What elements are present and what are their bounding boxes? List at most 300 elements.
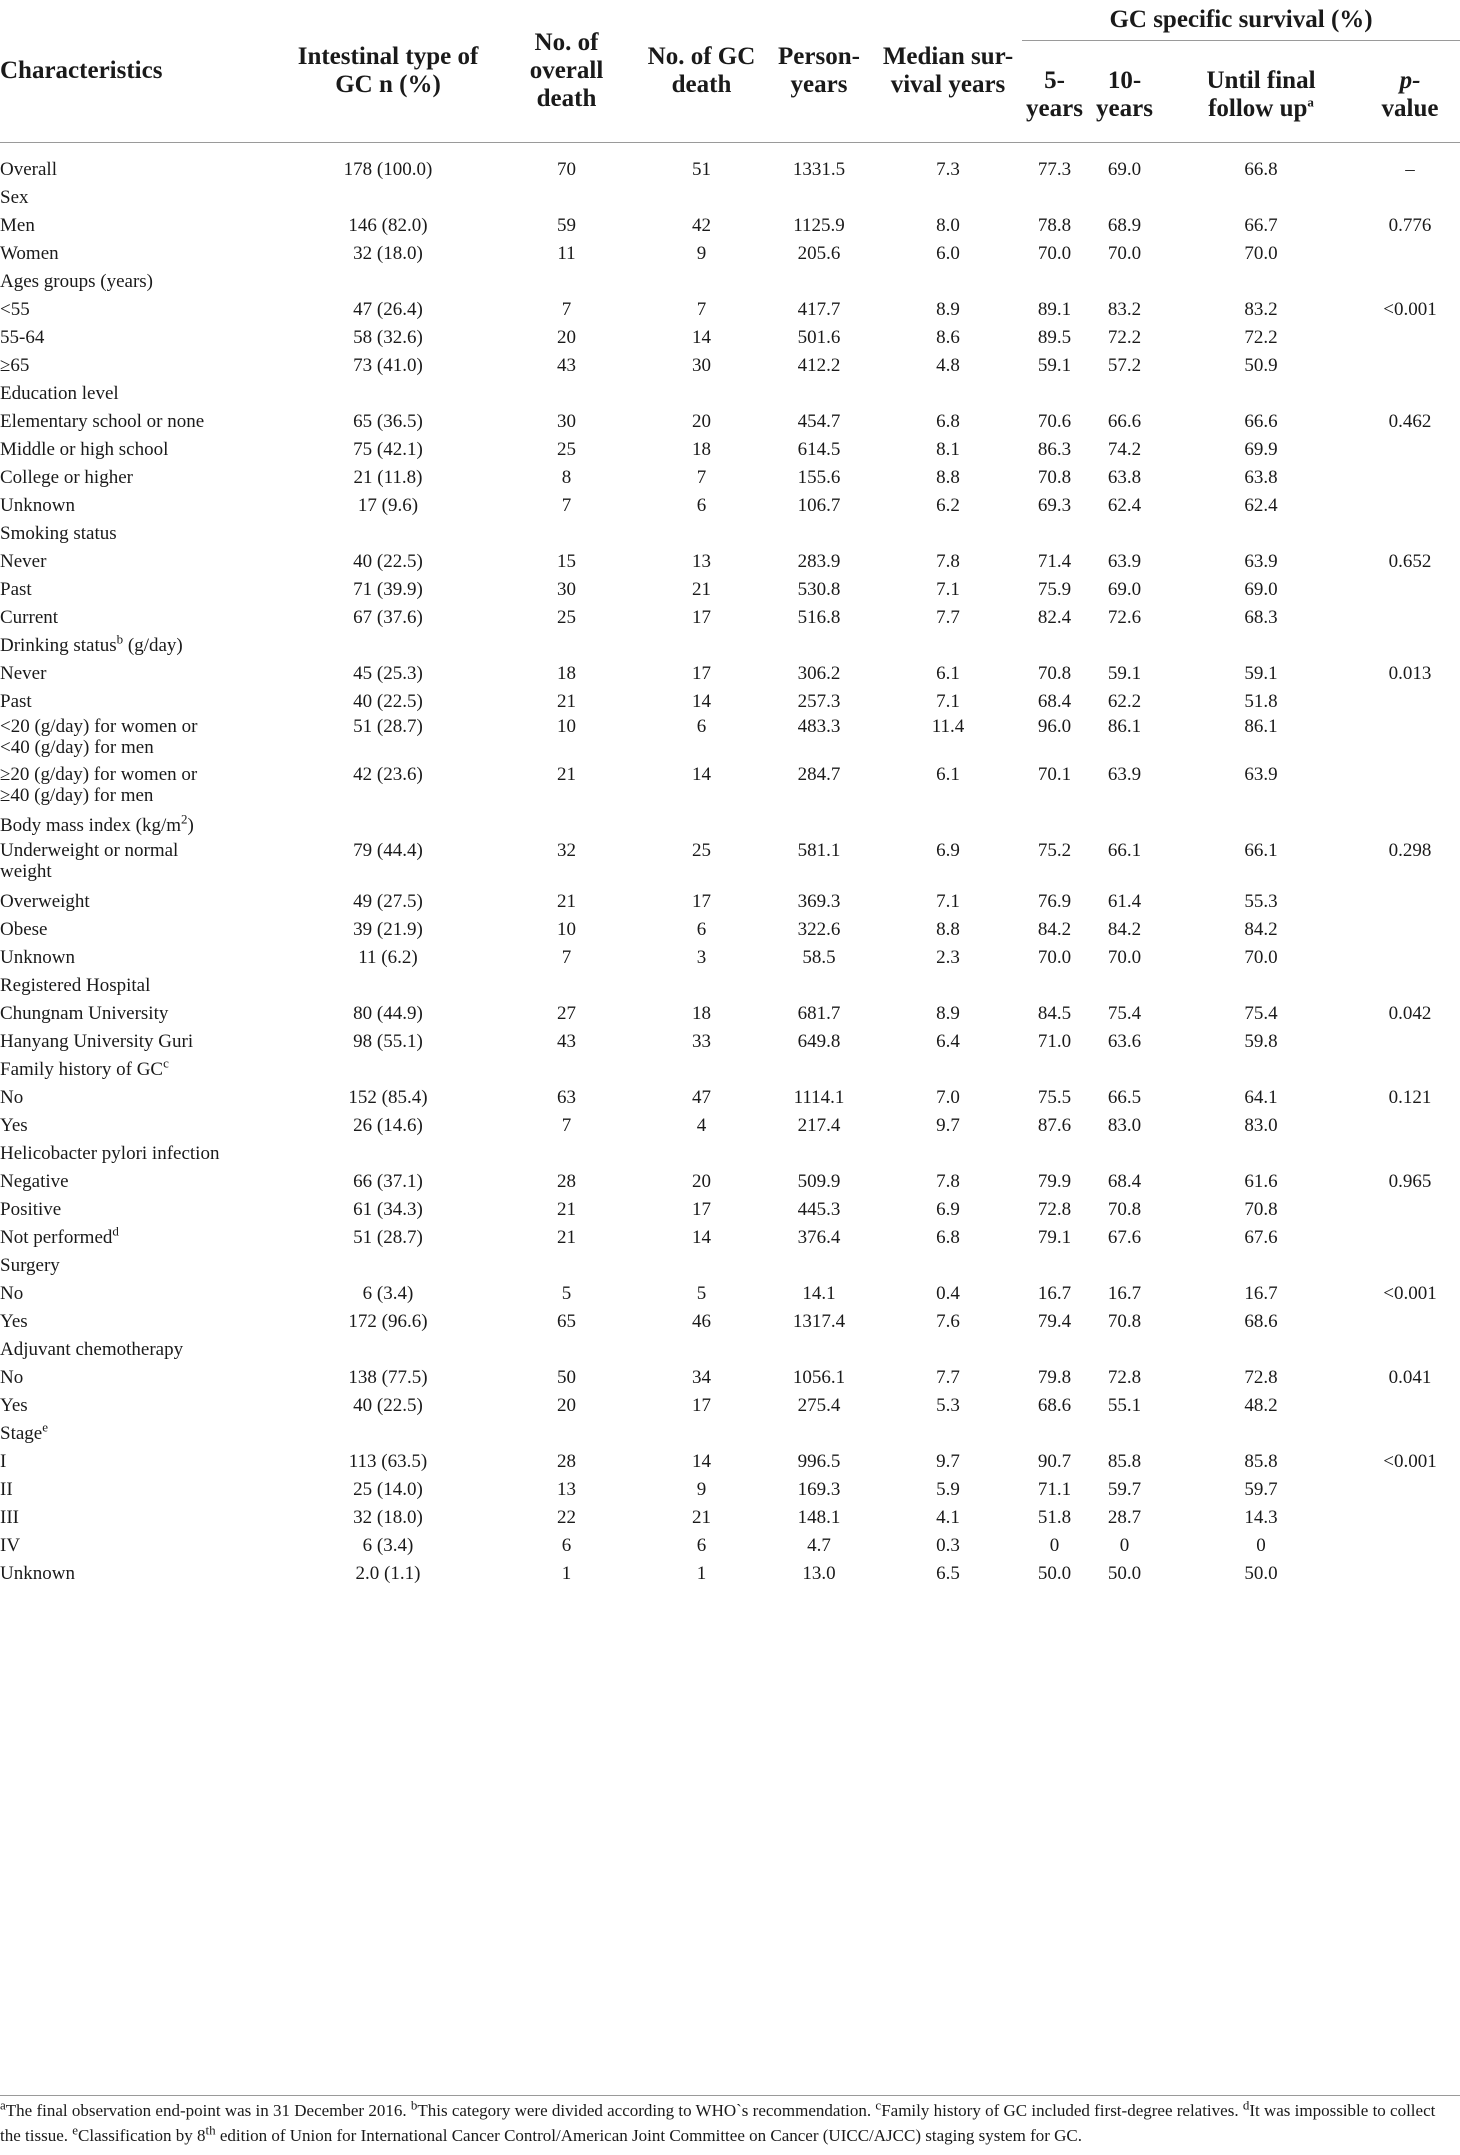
cell-median-survival: 6.8	[936, 410, 960, 432]
cell-n-percent: 40 (22.5)	[353, 1394, 423, 1416]
table-row	[0, 660, 1460, 688]
cell-person-years: 322.6	[797, 918, 841, 940]
cell-person-years: 417.7	[797, 298, 841, 320]
cell-gc-death: 17	[692, 1198, 711, 1220]
cell-5-years: 70.8	[1037, 466, 1072, 488]
cell-median-survival: 8.1	[936, 438, 960, 460]
cell-until-final: 66.1	[1244, 839, 1278, 861]
cell-median-survival: 4.1	[936, 1506, 960, 1528]
cell-n-percent: 11 (6.2)	[358, 946, 418, 968]
cell-until-final: 62.4	[1244, 494, 1278, 516]
cell-until-final: 69.0	[1244, 578, 1278, 600]
cell-person-years: 1125.9	[793, 214, 845, 236]
row-label: Positive	[0, 1198, 62, 1220]
cell-median-survival: 8.0	[936, 214, 960, 236]
col-gc-specific-survival: GC specific survival (%)	[1022, 0, 1460, 41]
cell-until-final: 16.7	[1244, 1282, 1278, 1304]
row-label: Elementary school or none	[0, 410, 205, 432]
cell-gc-death: 21	[692, 578, 711, 600]
cell-median-survival: 5.3	[936, 1394, 960, 1416]
cell-person-years: 1114.1	[793, 1086, 845, 1108]
cell-person-years: 516.8	[797, 606, 841, 628]
row-label: IV	[0, 1534, 21, 1556]
cell-n-percent: 32 (18.0)	[353, 1506, 423, 1528]
cell-5-years: 68.4	[1037, 690, 1072, 712]
table-row	[0, 1000, 1460, 1028]
cell-5-years: 75.2	[1037, 839, 1072, 861]
cell-person-years: 1056.1	[792, 1366, 846, 1388]
cell-gc-death: 20	[692, 1170, 711, 1192]
cell-until-final: 70.0	[1244, 242, 1278, 264]
cell-p-value	[1360, 1504, 1460, 1532]
row-label: Hanyang University Guri	[0, 1030, 194, 1052]
cell-gc-death: 17	[692, 606, 711, 628]
cell-5-years: 75.9	[1037, 578, 1072, 600]
section-row	[0, 972, 1460, 1000]
cell-until-final: 63.8	[1244, 466, 1278, 488]
cell-5-years: 84.5	[1037, 1002, 1072, 1024]
cell-median-survival: 7.3	[936, 158, 960, 180]
cell-n-percent: 6 (3.4)	[362, 1534, 414, 1556]
section-row	[0, 812, 1460, 840]
cell-median-survival: 7.1	[936, 890, 960, 912]
cell-gc-death: 33	[692, 1030, 711, 1052]
cell-10-years: 59.1	[1107, 662, 1142, 684]
cell-person-years: 275.4	[797, 1394, 841, 1416]
cell-gc-death: 6	[696, 1534, 707, 1556]
cell-overall-death: 30	[557, 410, 576, 432]
cell-n-percent: 42 (23.6)	[353, 763, 423, 785]
cell-overall-death: 13	[557, 1478, 576, 1500]
cell-5-years: 70.1	[1037, 763, 1072, 785]
row-label: Unknown	[0, 1562, 75, 1584]
cell-person-years: 14.1	[802, 1282, 836, 1304]
cell-gc-death: 9	[696, 1478, 707, 1500]
cell-person-years: 257.3	[797, 690, 841, 712]
section-label: Drinking status$^b$ (g/day)	[0, 631, 183, 656]
table-row	[0, 324, 1460, 352]
cell-overall-death: 20	[557, 326, 576, 348]
cell-gc-death: 21	[692, 1506, 711, 1528]
cell-n-percent: 26 (14.6)	[353, 1114, 423, 1136]
cell-median-survival: 7.7	[936, 606, 960, 628]
cell-5-years: 79.9	[1037, 1170, 1072, 1192]
cell-person-years: 501.6	[797, 326, 841, 348]
cell-p-value: 0.298	[1388, 839, 1432, 861]
cell-p-value	[1360, 1392, 1460, 1420]
cell-n-percent: 45 (25.3)	[353, 662, 423, 684]
section-row	[0, 1336, 1460, 1364]
table-row	[0, 1280, 1460, 1308]
cell-p-value: 0.776	[1388, 214, 1432, 236]
cell-median-survival: 7.8	[936, 550, 960, 572]
cell-10-years: 72.8	[1107, 1366, 1142, 1388]
cell-n-percent: 47 (26.4)	[353, 298, 423, 320]
cell-n-percent: 21 (11.8)	[353, 466, 423, 488]
cell-overall-death: 7	[561, 298, 572, 320]
cell-10-years: 67.6	[1107, 1226, 1142, 1248]
cell-until-final: 75.4	[1244, 1002, 1278, 1024]
cell-until-final: 83.0	[1244, 1114, 1278, 1136]
row-label: Current	[0, 606, 59, 628]
cell-10-years: 72.6	[1107, 606, 1142, 628]
row-label: <20 (g/day) for women or <40 (g/day) for men	[0, 715, 198, 758]
cell-median-survival: 8.6	[936, 326, 960, 348]
cell-5-years: 79.1	[1037, 1226, 1072, 1248]
cell-10-years: 69.0	[1107, 578, 1142, 600]
cell-until-final: 59.1	[1244, 662, 1278, 684]
table-row	[0, 1504, 1460, 1532]
cell-overall-death: 32	[557, 839, 576, 861]
section-label: Helicobacter pylori infection	[0, 1142, 220, 1164]
cell-person-years: 205.6	[797, 242, 841, 264]
cell-gc-death: 3	[696, 946, 707, 968]
row-label: No	[0, 1282, 24, 1304]
cell-n-percent: 138 (77.5)	[348, 1366, 428, 1388]
cell-until-final: 84.2	[1244, 918, 1278, 940]
cell-p-value: <0.001	[1383, 1450, 1437, 1472]
cell-gc-death: 14	[692, 326, 711, 348]
row-label: Obese	[0, 918, 48, 940]
row-label: Middle or high school	[0, 438, 169, 460]
col-10-years: 10- years	[1096, 67, 1153, 122]
cell-median-survival: 7.1	[936, 690, 960, 712]
col-characteristics: Characteristics	[0, 56, 163, 84]
section-row	[0, 1056, 1460, 1084]
cell-median-survival: 0.4	[936, 1282, 960, 1304]
table-row	[0, 1084, 1460, 1112]
row-label: Yes	[0, 1310, 28, 1332]
cell-5-years: 70.8	[1037, 662, 1072, 684]
table-row	[0, 1196, 1460, 1224]
table-row	[0, 688, 1460, 716]
cell-5-years: 69.3	[1037, 494, 1072, 516]
cell-median-survival: 6.2	[936, 494, 960, 516]
cell-median-survival: 7.8	[936, 1170, 960, 1192]
cell-median-survival: 4.8	[936, 354, 960, 376]
cell-p-value	[1360, 688, 1460, 716]
cell-5-years: 70.0	[1037, 242, 1072, 264]
table-row	[0, 492, 1460, 520]
cell-until-final: 59.7	[1244, 1478, 1278, 1500]
cell-overall-death: 70	[557, 158, 576, 180]
row-label: Women	[0, 242, 59, 264]
cell-10-years: 66.6	[1107, 410, 1142, 432]
cell-until-final: 85.8	[1244, 1450, 1278, 1472]
cell-gc-death: 47	[692, 1086, 711, 1108]
cell-n-percent: 49 (27.5)	[353, 890, 423, 912]
cell-n-percent: 2.0 (1.1)	[355, 1562, 421, 1584]
cell-n-percent: 51 (28.7)	[353, 715, 423, 737]
cell-p-value	[1360, 716, 1460, 764]
cell-person-years: 58.5	[802, 946, 836, 968]
table-row	[0, 1224, 1460, 1252]
cell-n-percent: 172 (96.6)	[348, 1310, 428, 1332]
cell-person-years: 155.6	[797, 466, 841, 488]
cell-overall-death: 25	[557, 438, 576, 460]
row-label: College or higher	[0, 466, 133, 488]
cell-10-years: 74.2	[1107, 438, 1142, 460]
cell-until-final: 50.0	[1244, 1562, 1278, 1584]
cell-p-value	[1360, 352, 1460, 380]
cell-overall-death: 5	[561, 1282, 572, 1304]
row-label: No	[0, 1086, 24, 1108]
row-label: I	[0, 1450, 7, 1472]
cell-overall-death: 63	[557, 1086, 576, 1108]
table-row	[0, 764, 1460, 812]
table-row	[0, 296, 1460, 324]
cell-person-years: 283.9	[797, 550, 841, 572]
cell-n-percent: 80 (44.9)	[353, 1002, 423, 1024]
row-label: Men	[0, 214, 35, 236]
table-row	[0, 1448, 1460, 1476]
cell-overall-death: 59	[557, 214, 576, 236]
cell-n-percent: 146 (82.0)	[348, 214, 428, 236]
cell-person-years: 369.3	[797, 890, 841, 912]
cell-median-survival: 6.9	[936, 1198, 960, 1220]
cell-gc-death: 4	[696, 1114, 707, 1136]
cell-p-value: <0.001	[1383, 1282, 1437, 1304]
row-label: No	[0, 1366, 24, 1388]
cell-until-final: 66.8	[1244, 158, 1278, 180]
cell-5-years: 70.0	[1037, 946, 1072, 968]
cell-person-years: 581.1	[797, 839, 841, 861]
cell-median-survival: 7.7	[936, 1366, 960, 1388]
cell-gc-death: 1	[696, 1562, 707, 1584]
row-label: Yes	[0, 1394, 28, 1416]
cell-person-years: 649.8	[797, 1030, 841, 1052]
cell-gc-death: 6	[696, 494, 707, 516]
cell-person-years: 148.1	[797, 1506, 841, 1528]
cell-5-years: 16.7	[1037, 1282, 1072, 1304]
cell-p-value	[1360, 888, 1460, 916]
cell-10-years: 85.8	[1107, 1450, 1142, 1472]
row-label: Overall	[0, 158, 57, 180]
cell-person-years: 509.9	[797, 1170, 841, 1192]
cell-overall-death: 7	[561, 1114, 572, 1136]
cell-10-years: 68.4	[1107, 1170, 1142, 1192]
col-p-value: p- value	[1381, 67, 1439, 122]
cell-overall-death: 25	[557, 606, 576, 628]
cell-until-final: 66.7	[1244, 214, 1278, 236]
cell-10-years: 86.1	[1107, 715, 1142, 737]
cell-until-final: 66.6	[1244, 410, 1278, 432]
cell-overall-death: 43	[557, 1030, 576, 1052]
section-label: Body mass index $(kg/m^2)$	[0, 811, 194, 836]
cell-until-final: 63.9	[1244, 550, 1278, 572]
cell-n-percent: 178 (100.0)	[343, 158, 433, 180]
cell-gc-death: 46	[692, 1310, 711, 1332]
cell-5-years: 72.8	[1037, 1198, 1072, 1220]
cell-p-value	[1360, 1112, 1460, 1140]
col-until-final: Until final follow $up^a$	[1206, 67, 1316, 122]
cell-median-survival: 8.8	[936, 466, 960, 488]
cell-5-years: 79.8	[1037, 1366, 1072, 1388]
table-row	[0, 464, 1460, 492]
cell-10-years: 61.4	[1107, 890, 1142, 912]
row-label: Yes	[0, 1114, 28, 1136]
cell-overall-death: 30	[557, 578, 576, 600]
cell-p-value	[1360, 576, 1460, 604]
section-label: Stage$^e$	[0, 1419, 48, 1444]
table-row	[0, 240, 1460, 268]
cell-p-value: <0.001	[1383, 298, 1437, 320]
table-row	[0, 604, 1460, 632]
cell-until-final: 14.3	[1244, 1506, 1278, 1528]
cell-n-percent: 58 (32.6)	[353, 326, 423, 348]
cell-n-percent: 51 (28.7)	[353, 1226, 423, 1248]
cell-overall-death: 28	[557, 1170, 576, 1192]
table-row	[0, 1560, 1460, 1588]
cell-gc-death: 18	[692, 1002, 711, 1024]
cell-median-survival: 11.4	[931, 715, 965, 737]
cell-10-years: 75.4	[1107, 1002, 1142, 1024]
table-row	[0, 1112, 1460, 1140]
cell-5-years: 84.2	[1037, 918, 1072, 940]
cell-median-survival: 5.9	[936, 1478, 960, 1500]
cell-p-value	[1360, 944, 1460, 972]
cell-overall-death: 27	[557, 1002, 576, 1024]
cell-until-final: 61.6	[1244, 1170, 1278, 1192]
col-median-survival: Median sur- vival years	[882, 42, 1014, 98]
cell-n-percent: 32 (18.0)	[353, 242, 423, 264]
cell-n-percent: 39 (21.9)	[353, 918, 423, 940]
cell-overall-death: 43	[557, 354, 576, 376]
cell-overall-death: 65	[557, 1310, 576, 1332]
cell-n-percent: 61 (34.3)	[353, 1198, 423, 1220]
cell-gc-death: 42	[692, 214, 711, 236]
cell-person-years: 1317.4	[792, 1310, 846, 1332]
cell-5-years: 87.6	[1037, 1114, 1072, 1136]
row-label: Never	[0, 550, 47, 572]
cell-p-value	[1360, 324, 1460, 352]
cell-10-years: 63.6	[1107, 1030, 1142, 1052]
cell-p-value	[1360, 464, 1460, 492]
cell-gc-death: 7	[696, 466, 707, 488]
cell-5-years: 70.6	[1037, 410, 1072, 432]
cell-overall-death: 21	[557, 1198, 576, 1220]
cell-until-final: 70.8	[1244, 1198, 1278, 1220]
cell-person-years: 614.5	[797, 438, 841, 460]
cell-5-years: 82.4	[1037, 606, 1072, 628]
cell-person-years: 681.7	[797, 1002, 841, 1024]
cell-person-years: 996.5	[797, 1450, 841, 1472]
row-label: Past	[0, 578, 32, 600]
cell-overall-death: 28	[557, 1450, 576, 1472]
cell-n-percent: 17 (9.6)	[357, 494, 419, 516]
cell-p-value	[1360, 1196, 1460, 1224]
cell-n-percent: 73 (41.0)	[353, 354, 423, 376]
table-row	[0, 1392, 1460, 1420]
cell-until-final: 69.9	[1244, 438, 1278, 460]
cell-until-final: 68.3	[1244, 606, 1278, 628]
col-overall-death: No. of overall death	[529, 28, 604, 112]
cell-gc-death: 7	[696, 298, 707, 320]
cell-n-percent: 79 (44.4)	[353, 839, 423, 861]
col-person-years: Person- years	[778, 42, 860, 98]
cell-gc-death: 5	[696, 1282, 707, 1304]
section-row	[0, 520, 1460, 548]
cell-gc-death: 14	[692, 1226, 711, 1248]
table-row	[0, 576, 1460, 604]
cell-5-years: 71.0	[1037, 1030, 1072, 1052]
cell-person-years: 454.7	[797, 410, 841, 432]
cell-n-percent: 98 (55.1)	[353, 1030, 423, 1052]
cell-10-years: 69.0	[1107, 158, 1142, 180]
cell-until-final: 55.3	[1244, 890, 1278, 912]
section-label: Registered Hospital	[0, 974, 151, 996]
cell-p-value: 0.042	[1388, 1002, 1432, 1024]
cell-5-years: 78.8	[1037, 214, 1072, 236]
table-row	[0, 840, 1460, 888]
cell-5-years: 86.3	[1037, 438, 1072, 460]
cell-p-value: 0.121	[1388, 1086, 1432, 1108]
section-row	[0, 1140, 1460, 1168]
table-row	[0, 436, 1460, 464]
cell-gc-death: 51	[692, 158, 711, 180]
table-row	[0, 888, 1460, 916]
cell-p-value: 0.965	[1388, 1170, 1432, 1192]
cell-overall-death: 7	[561, 494, 572, 516]
cell-n-percent: 40 (22.5)	[353, 550, 423, 572]
cell-10-years: 59.7	[1107, 1478, 1142, 1500]
table-row	[0, 156, 1460, 184]
cell-overall-death: 8	[561, 466, 572, 488]
cell-until-final: 67.6	[1244, 1226, 1278, 1248]
cell-10-years: 83.2	[1107, 298, 1142, 320]
table-row	[0, 1028, 1460, 1056]
cell-5-years: 79.4	[1037, 1310, 1072, 1332]
section-row	[0, 632, 1460, 660]
cell-10-years: 83.0	[1107, 1114, 1142, 1136]
cell-5-years: 50.0	[1037, 1562, 1072, 1584]
cell-n-percent: 75 (42.1)	[353, 438, 423, 460]
table-row	[0, 944, 1460, 972]
cell-gc-death: 34	[692, 1366, 711, 1388]
cell-10-years: 66.1	[1107, 839, 1142, 861]
cell-overall-death: 11	[557, 242, 576, 264]
cell-5-years: 71.1	[1037, 1478, 1072, 1500]
cell-5-years: 0	[1049, 1534, 1060, 1556]
cell-until-final: 83.2	[1244, 298, 1278, 320]
cell-overall-death: 50	[557, 1366, 576, 1388]
cell-10-years: 66.5	[1107, 1086, 1142, 1108]
row-label: Underweight or normal weight	[0, 839, 179, 882]
cell-10-years: 63.8	[1107, 466, 1142, 488]
cell-p-value	[1360, 1308, 1460, 1336]
cell-until-final: 59.8	[1244, 1030, 1278, 1052]
cell-10-years: 84.2	[1107, 918, 1142, 940]
cell-p-value	[1360, 604, 1460, 632]
table-footnote: $^a$The final observation end-point was in 31 December 2016. $^b$This category were divided according to WHO`s recommendation. $^c$Family history of GC included first-degree relatives. $^d$It was impossible to collect the tissue. $^e$Classification by 8th edition of Union for International Cancer Control/American Joint Committee on Cancer (UICC/AJCC) staging system for GC.	[0, 2095, 1460, 2148]
row-label: Overweight	[0, 890, 90, 912]
cell-person-years: 4.7	[807, 1534, 831, 1556]
cell-person-years: 1331.5	[792, 158, 846, 180]
cell-10-years: 72.2	[1107, 326, 1142, 348]
cell-5-years: 77.3	[1037, 158, 1072, 180]
cell-overall-death: 10	[557, 715, 576, 737]
cell-person-years: 306.2	[797, 662, 841, 684]
table-row	[0, 716, 1460, 764]
row-label: Not performed$^d$	[0, 1223, 119, 1248]
cell-p-value	[1360, 1224, 1460, 1252]
cell-5-years: 68.6	[1037, 1394, 1072, 1416]
cell-median-survival: 2.3	[936, 946, 960, 968]
cell-gc-death: 14	[692, 763, 711, 785]
cell-median-survival: 6.1	[936, 662, 960, 684]
cell-p-value	[1360, 916, 1460, 944]
cell-p-value: 0.041	[1388, 1366, 1432, 1388]
